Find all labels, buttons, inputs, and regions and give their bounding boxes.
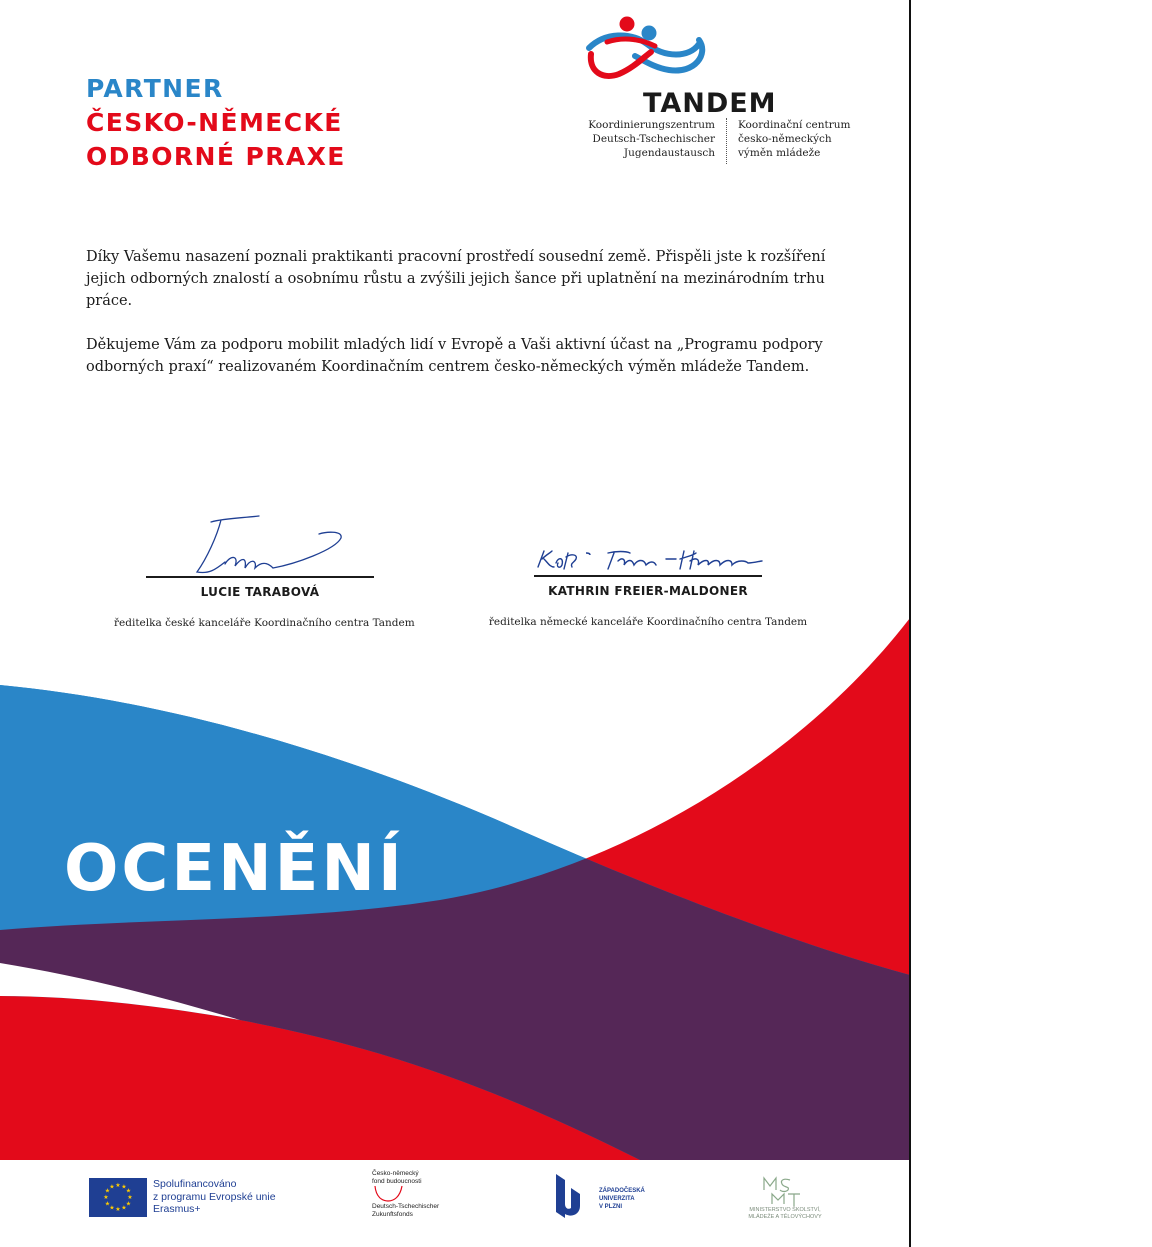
tandem-figures-icon	[585, 14, 715, 86]
svg-text:★: ★	[127, 1194, 133, 1201]
future-fund-logo: Česko-německý fond budoucnosti Deutsch-Tschechischer Zukunftsfonds	[372, 1170, 440, 1218]
signature-line	[534, 575, 762, 577]
heading-line-1: PARTNER	[86, 74, 224, 103]
svg-text:★: ★	[125, 1200, 132, 1208]
svg-text:★: ★	[115, 1182, 121, 1189]
page-edge-rule	[909, 0, 911, 1247]
signatory-role: ředitelka německé kanceláře Koordinačního centra Tandem	[488, 616, 808, 628]
svg-text:★: ★	[121, 1204, 127, 1212]
svg-text:★: ★	[109, 1204, 115, 1212]
ministry-logo-icon	[762, 1176, 802, 1208]
award-title: OCENĚNÍ	[64, 832, 405, 906]
signature-tarabova	[185, 512, 350, 578]
signature-freier-maldoner	[534, 545, 766, 575]
certificate-heading	[86, 72, 346, 174]
university-logo-icon	[556, 1174, 582, 1218]
logo-divider	[726, 118, 727, 164]
svg-text:★: ★	[121, 1183, 127, 1191]
signature-line	[146, 576, 374, 578]
future-fund-arc-icon	[372, 1183, 406, 1203]
svg-text:★: ★	[115, 1206, 121, 1213]
eu-cofunding-text: Spolufinancováno z programu Evropské unie Erasmus+	[153, 1178, 276, 1215]
signatory-role: ředitelka české kanceláře Koordinačního centra Tandem	[114, 617, 415, 629]
signatory-name: LUCIE TARABOVÁ	[200, 585, 320, 599]
heading-line-3: ODBORNÉ PRAXE	[86, 142, 346, 171]
eu-flag-icon	[89, 1178, 147, 1217]
svg-text:★: ★	[125, 1187, 132, 1195]
svg-text:★: ★	[103, 1194, 109, 1201]
signatory-name: KATHRIN FREIER-MALDONER	[548, 584, 748, 598]
body-paragraph-1: Díky Vašemu nasazení poznali praktikanti pracovní prostředí sousední země. Přispěli jste k rozšíření jejich odborných znalostí a osobnímu růstu a zvýšili jejich šance při uplatnění na mezinárodním trhu práce.	[86, 249, 826, 309]
logo-subtitle-german: Koordinierungszentrum Deutsch-Tschechischer Jugendaustausch	[588, 119, 715, 159]
tandem-wordmark: TANDEM	[643, 88, 777, 119]
svg-text:★: ★	[109, 1183, 115, 1191]
tandem-logo	[585, 14, 865, 174]
svg-text:★: ★	[104, 1187, 111, 1195]
partner-logos-footer	[0, 1160, 910, 1247]
ministry-name: MINISTERSTVO ŠKOLSTVÍ, MLÁDEŽE A TĚLOVÝCHOVY	[748, 1207, 822, 1220]
university-name: ZÁPADOČESKÁ UNIVERZITA V PLZNI	[599, 1188, 645, 1210]
heading-line-2: ČESKO-NĚMECKÉ	[86, 108, 343, 137]
body-paragraph-2: Děkujeme Vám za podporu mobilit mladých lidí v Evropě a Vaši aktivní účast na „Programu podpory odborných praxí“ realizovaném Koordinačním centrem česko-německých výměn mládeže Tandem.	[86, 337, 823, 375]
logo-subtitle-czech: Koordinační centrum česko-německých výměn mládeže	[738, 119, 851, 159]
svg-text:★: ★	[104, 1200, 111, 1208]
